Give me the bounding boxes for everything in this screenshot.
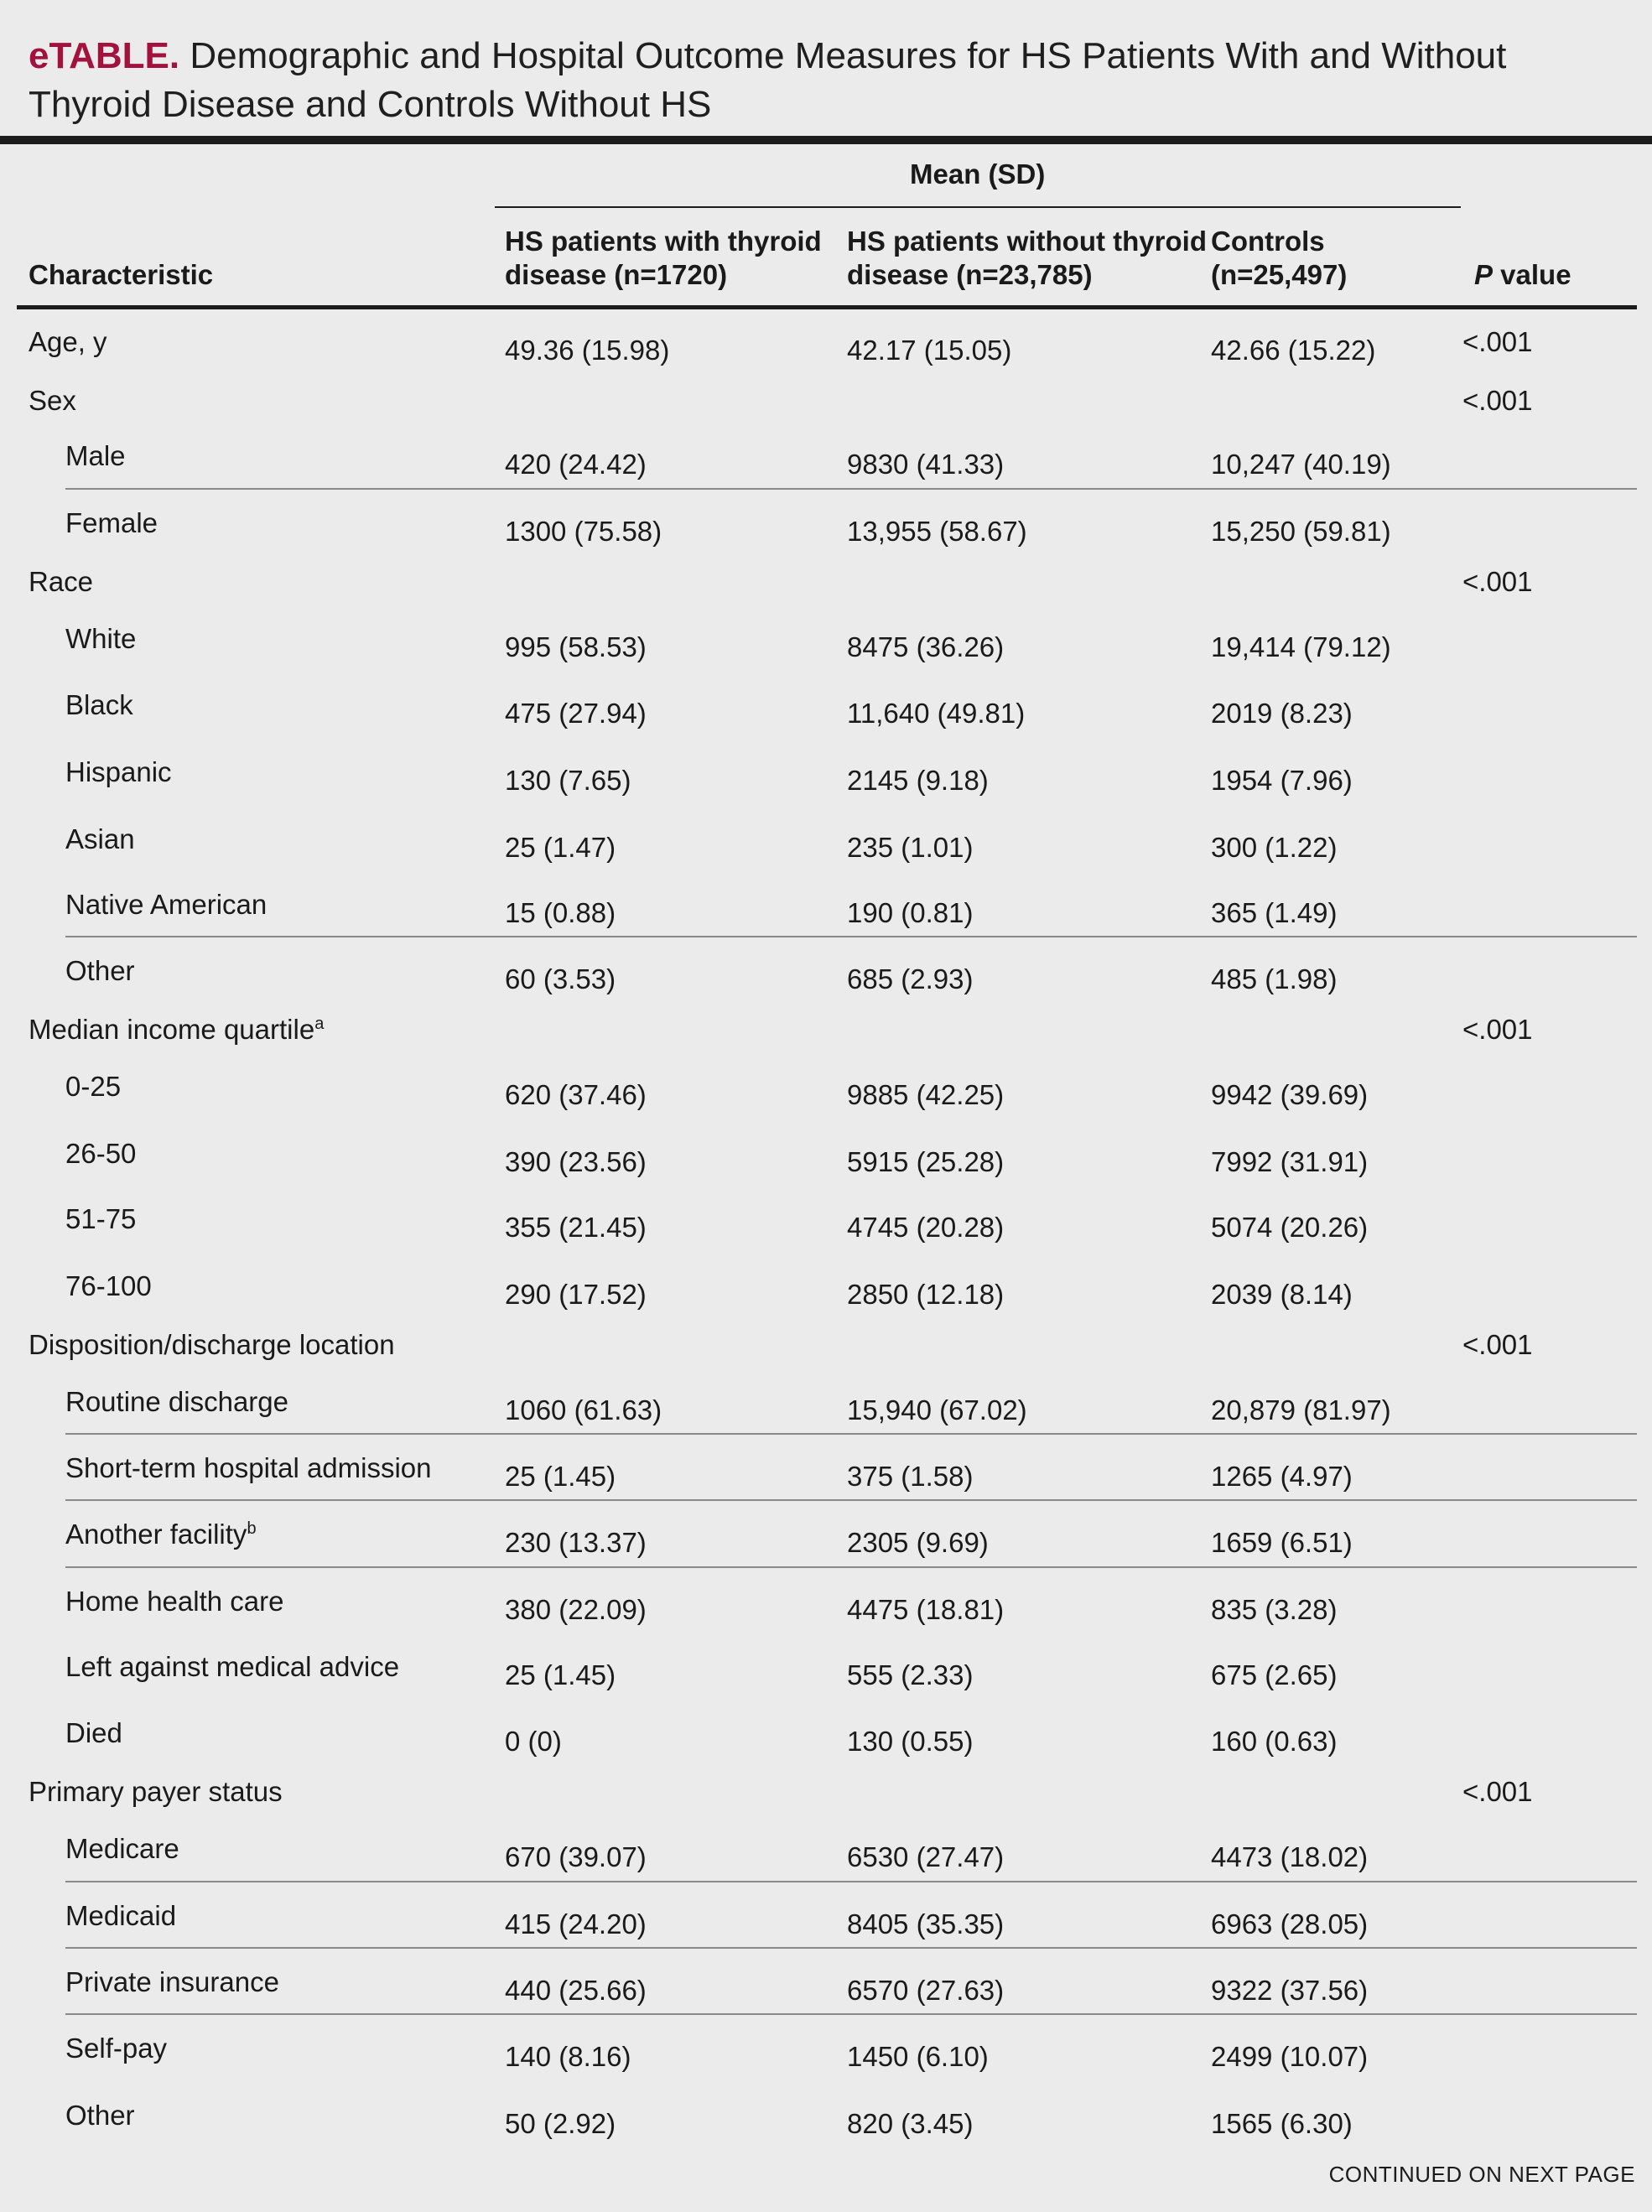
cell-controls: 15,250 (59.81): [1211, 516, 1391, 547]
cell-hs-with-thyroid: 995 (58.53): [505, 631, 647, 662]
row-label: [65, 2032, 167, 2065]
row-label-text: Asian: [65, 823, 135, 854]
row-label-text: Self-pay: [65, 2033, 168, 2064]
cell-p-value: <.001: [1462, 385, 1533, 416]
footnote-marker: b: [247, 1519, 257, 1538]
header-pvalue-rest: value: [1493, 259, 1571, 290]
header-pvalue: [1474, 258, 1571, 292]
group-header-rule: [495, 206, 1461, 208]
row-label: [29, 325, 107, 359]
row-separator: [65, 1947, 1637, 1949]
row-label: [65, 1716, 122, 1750]
cell-hs-without-thyroid: 2145 (9.18): [847, 765, 989, 796]
row-label: [65, 2099, 135, 2132]
row-label: [65, 1899, 176, 1933]
cell-controls: 2039 (8.14): [1211, 1279, 1353, 1310]
header-col1-line2: disease (n=1720): [505, 259, 728, 290]
cell-controls: 1565 (6.30): [1211, 2108, 1353, 2139]
cell-hs-with-thyroid: 140 (8.16): [505, 2041, 631, 2072]
cell-hs-without-thyroid: 820 (3.45): [847, 2108, 974, 2139]
row-label: [29, 1328, 395, 1362]
cell-hs-with-thyroid: 380 (22.09): [505, 1594, 647, 1625]
cell-hs-with-thyroid: 355 (21.45): [505, 1212, 647, 1243]
row-label-text: 76-100: [65, 1270, 152, 1301]
row-label-text: Other: [65, 955, 135, 986]
row-label: [65, 1585, 283, 1618]
row-label-text: Short-term hospital admission: [65, 1452, 432, 1483]
cell-hs-with-thyroid: 60 (3.53): [505, 963, 616, 994]
cell-hs-without-thyroid: 2305 (9.69): [847, 1527, 989, 1558]
table-caption: Demographic and Hospital Outcome Measures for HS Patients With and Without Thyroid Disease and Controls Without HS: [29, 35, 1507, 125]
row-label: [29, 1775, 283, 1809]
row-label: [65, 1385, 288, 1419]
continued-note: CONTINUED ON NEXT PAGE: [1328, 2162, 1635, 2187]
row-label-text: 0-25: [65, 1071, 122, 1102]
cell-controls: 365 (1.49): [1211, 897, 1338, 928]
cell-hs-with-thyroid: 49.36 (15.98): [505, 335, 670, 366]
cell-p-value: <.001: [1462, 1329, 1533, 1360]
row-label: [65, 439, 126, 473]
cell-p-value: <.001: [1462, 326, 1533, 357]
cell-hs-without-thyroid: 42.17 (15.05): [847, 335, 1012, 366]
header-col3-line1: Controls: [1211, 226, 1325, 257]
row-separator: [65, 2013, 1637, 2015]
header-characteristic: Characteristic: [29, 259, 214, 290]
cell-hs-without-thyroid: 15,940 (67.02): [847, 1394, 1027, 1425]
cell-controls: 1659 (6.51): [1211, 1527, 1353, 1558]
row-label-text: Median income quartile: [29, 1014, 315, 1045]
header-rule: [17, 305, 1637, 309]
row-separator: [65, 1566, 1637, 1568]
row-label: [65, 1070, 121, 1103]
top-rule: [0, 136, 1652, 144]
cell-controls: 2019 (8.23): [1211, 698, 1353, 729]
cell-hs-without-thyroid: 555 (2.33): [847, 1659, 974, 1690]
header-col2: [847, 225, 1207, 292]
cell-hs-without-thyroid: 9885 (42.25): [847, 1079, 1005, 1110]
row-separator: [65, 1433, 1637, 1435]
cell-hs-without-thyroid: 2850 (12.18): [847, 1279, 1005, 1310]
footnote-marker: a: [314, 1015, 325, 1033]
cell-hs-without-thyroid: 4745 (20.28): [847, 1212, 1005, 1243]
header-col1: [505, 225, 822, 292]
row-label: [29, 384, 76, 418]
table-label: eTABLE.: [29, 35, 180, 76]
row-label-text: Routine discharge: [65, 1386, 288, 1417]
cell-hs-with-thyroid: 620 (37.46): [505, 1079, 647, 1110]
cell-controls: 485 (1.98): [1211, 963, 1338, 994]
cell-hs-without-thyroid: 190 (0.81): [847, 897, 974, 928]
header-col2-line1: HS patients without thyroid: [847, 226, 1207, 257]
cell-controls: 1954 (7.96): [1211, 765, 1353, 796]
row-label-text: Home health care: [65, 1586, 284, 1617]
cell-controls: 2499 (10.07): [1211, 2041, 1369, 2072]
row-label-text: Black: [65, 689, 133, 720]
cell-controls: 7992 (31.91): [1211, 1146, 1369, 1177]
row-label-text: Native American: [65, 889, 268, 920]
row-label: [65, 1518, 257, 1551]
cell-hs-without-thyroid: 685 (2.93): [847, 963, 974, 994]
cell-hs-with-thyroid: 420 (24.42): [505, 449, 647, 480]
row-label: [65, 888, 267, 922]
row-label: [65, 1965, 279, 1999]
row-separator: [65, 1881, 1637, 1882]
row-label: [29, 565, 93, 599]
cell-hs-without-thyroid: 11,640 (49.81): [847, 698, 1026, 729]
row-label: [65, 954, 135, 988]
row-label-text: Other: [65, 2100, 135, 2131]
cell-hs-without-thyroid: 8475 (36.26): [847, 631, 1005, 662]
cell-hs-without-thyroid: 5915 (25.28): [847, 1146, 1005, 1177]
cell-p-value: <.001: [1462, 566, 1533, 597]
cell-hs-without-thyroid: 235 (1.01): [847, 832, 974, 863]
row-label-text: White: [65, 623, 137, 654]
row-label-text: 26-50: [65, 1138, 137, 1169]
cell-controls: 160 (0.63): [1211, 1726, 1338, 1757]
cell-hs-without-thyroid: 375 (1.58): [847, 1461, 974, 1492]
group-header: Mean (SD): [910, 158, 1046, 190]
row-label: [65, 622, 136, 656]
row-label-text: Medicaid: [65, 1900, 177, 1931]
cell-controls: 835 (3.28): [1211, 1594, 1338, 1625]
row-label: [65, 1202, 136, 1236]
cell-hs-with-thyroid: 415 (24.20): [505, 1908, 647, 1939]
cell-controls: 5074 (20.26): [1211, 1212, 1369, 1243]
cell-controls: 300 (1.22): [1211, 832, 1338, 863]
cell-controls: 9942 (39.69): [1211, 1079, 1369, 1110]
row-label-text: Male: [65, 440, 126, 471]
row-label: [65, 1451, 432, 1485]
header-pvalue-italic: P: [1474, 259, 1494, 290]
cell-hs-without-thyroid: 8405 (35.35): [847, 1908, 1005, 1939]
row-label-text: Died: [65, 1717, 122, 1748]
row-label-text: Medicare: [65, 1833, 179, 1864]
row-label: [65, 823, 135, 856]
cell-hs-without-thyroid: 13,955 (58.67): [847, 516, 1027, 547]
cell-hs-with-thyroid: 15 (0.88): [505, 897, 616, 928]
cell-hs-with-thyroid: 1060 (61.63): [505, 1394, 662, 1425]
row-separator: [65, 488, 1637, 490]
header-col3: [1211, 225, 1347, 292]
cell-controls: 4473 (18.02): [1211, 1841, 1369, 1872]
header-col3-line2: (n=25,497): [1211, 259, 1348, 290]
cell-controls: 6963 (28.05): [1211, 1908, 1369, 1939]
cell-controls: 42.66 (15.22): [1211, 335, 1376, 366]
row-label-text: Hispanic: [65, 756, 172, 787]
row-label-text: Female: [65, 507, 158, 538]
row-separator: [65, 1499, 1637, 1501]
row-label: [65, 1270, 152, 1303]
cell-hs-with-thyroid: 25 (1.45): [505, 1461, 616, 1492]
row-label-text: Sex: [29, 385, 76, 416]
cell-controls: 1265 (4.97): [1211, 1461, 1353, 1492]
row-label-text: Left against medical advice: [65, 1651, 400, 1682]
row-label: [65, 1650, 399, 1684]
cell-hs-without-thyroid: 130 (0.55): [847, 1726, 974, 1757]
cell-hs-with-thyroid: 0 (0): [505, 1726, 562, 1757]
cell-hs-without-thyroid: 6530 (27.47): [847, 1841, 1005, 1872]
cell-hs-with-thyroid: 50 (2.92): [505, 2108, 616, 2139]
row-label-text: Disposition/discharge location: [29, 1329, 395, 1360]
cell-hs-with-thyroid: 670 (39.07): [505, 1841, 647, 1872]
row-label-text: Age, y: [29, 326, 107, 357]
cell-hs-with-thyroid: 390 (23.56): [505, 1146, 647, 1177]
row-label-text: 51-75: [65, 1203, 137, 1234]
cell-hs-without-thyroid: 6570 (27.63): [847, 1975, 1005, 2006]
header-col1-line1: HS patients with thyroid: [505, 226, 822, 257]
cell-hs-with-thyroid: 130 (7.65): [505, 765, 631, 796]
cell-controls: 675 (2.65): [1211, 1659, 1338, 1690]
cell-controls: 9322 (37.56): [1211, 1975, 1369, 2006]
cell-hs-without-thyroid: 1450 (6.10): [847, 2041, 989, 2072]
cell-hs-with-thyroid: 230 (13.37): [505, 1527, 647, 1558]
row-label-text: Primary payer status: [29, 1776, 283, 1807]
cell-hs-with-thyroid: 25 (1.45): [505, 1659, 616, 1690]
cell-p-value: <.001: [1462, 1776, 1533, 1807]
header-col2-line2: disease (n=23,785): [847, 259, 1093, 290]
row-separator: [65, 936, 1637, 937]
table-title: [29, 32, 1622, 129]
cell-hs-with-thyroid: 440 (25.66): [505, 1975, 647, 2006]
row-label: [29, 1013, 324, 1046]
row-label-text: Race: [29, 566, 94, 597]
row-label: [65, 756, 172, 789]
row-label: [65, 688, 133, 722]
cell-hs-with-thyroid: 1300 (75.58): [505, 516, 662, 547]
row-label-text: Private insurance: [65, 1966, 279, 1997]
cell-controls: 10,247 (40.19): [1211, 449, 1391, 480]
cell-controls: 20,879 (81.97): [1211, 1394, 1391, 1425]
row-label: [65, 1137, 136, 1171]
cell-hs-without-thyroid: 9830 (41.33): [847, 449, 1005, 480]
row-label: [65, 506, 158, 540]
cell-hs-with-thyroid: 475 (27.94): [505, 698, 647, 729]
cell-hs-without-thyroid: 4475 (18.81): [847, 1594, 1005, 1625]
cell-hs-with-thyroid: 290 (17.52): [505, 1279, 647, 1310]
cell-hs-with-thyroid: 25 (1.47): [505, 832, 616, 863]
cell-controls: 19,414 (79.12): [1211, 631, 1391, 662]
cell-p-value: <.001: [1462, 1014, 1533, 1045]
row-label-text: Another facility: [65, 1519, 247, 1550]
row-label: [65, 1832, 179, 1866]
